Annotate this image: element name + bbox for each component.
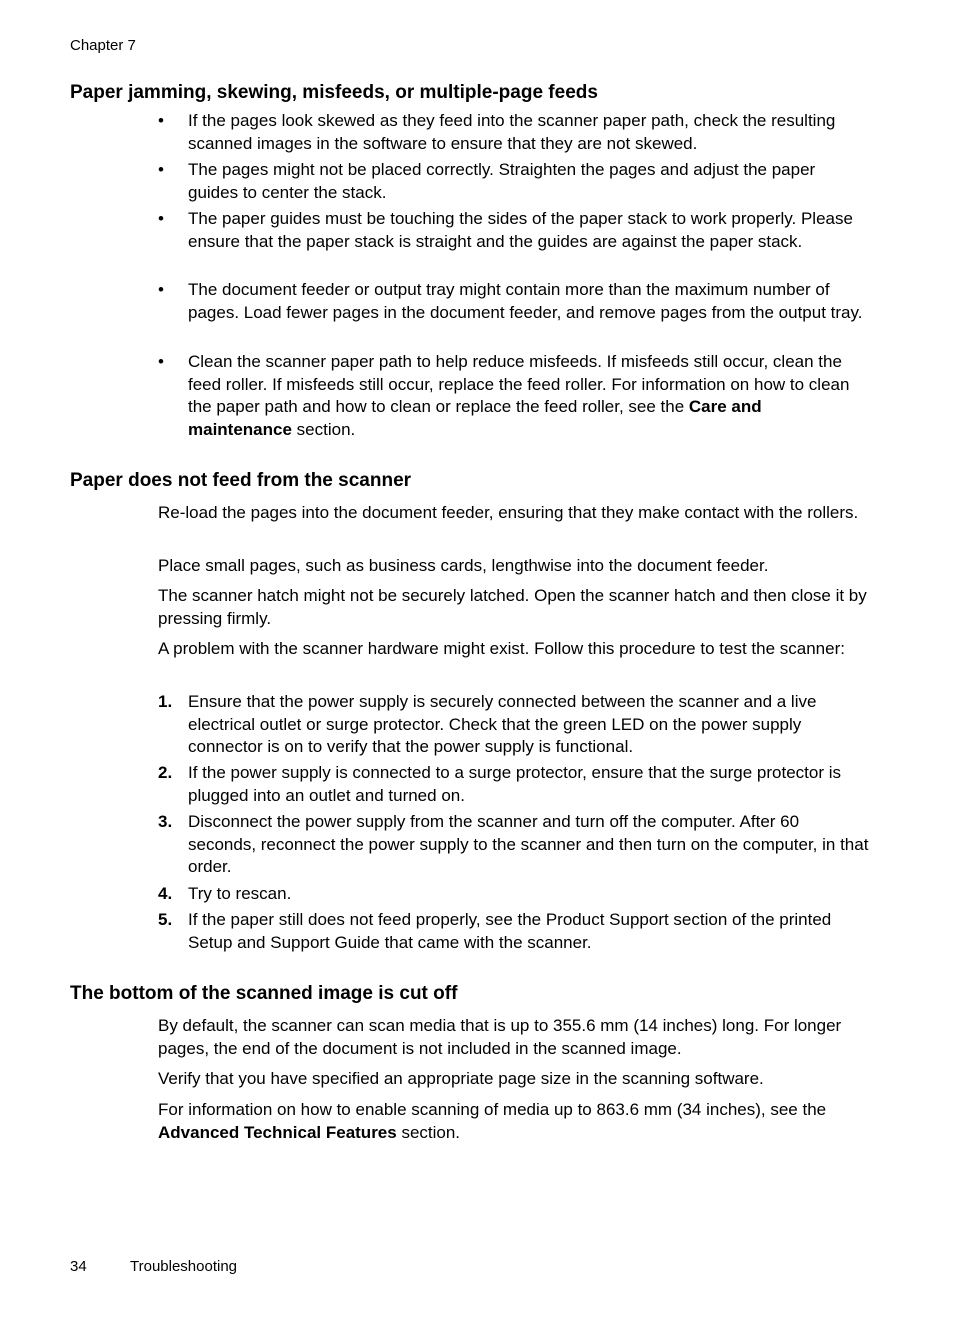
paragraph [158,1099,870,1144]
bullet-marker: • [158,352,164,371]
list-item [158,351,870,441]
paragraph: A problem with the scanner hardware might exist. Follow this procedure to test the scanner: [158,639,845,658]
section-heading-image-cut-off: The bottom of the scanned image is cut off [70,983,458,1004]
step-number: 3. [158,812,173,831]
step-text: Disconnect the power supply from the scanner and turn off the computer. After 60 seconds, reconnect the power supply to the scanner and then turn on the computer, in that order. [188,812,869,877]
bullet-text-start: Clean the scanner paper path to help reduce misfeeds. If misfeeds still occur, clean the feed roller. If misfeeds still occur, replace the feed roller. For information on how to clean the paper path and how to clean or replace the feed roller, see the [188,352,850,417]
footer-title: Troubleshooting [130,1258,238,1275]
list-item [158,691,870,759]
bullet-marker: • [158,280,164,299]
bullet-text-end: section. [291,419,356,439]
bullet-text: The document feeder or output tray might contain more than the maximum number of pages. Load fewer pages in the document feeder, and remove pages from the output tray. [188,280,863,322]
list-item [158,279,870,324]
care-and-maintenance-reference: Care and maintenance [188,397,762,439]
list-item [158,159,870,204]
step-number: 4. [158,884,173,903]
list-item [158,811,870,879]
advanced-technical-features-reference: Advanced Technical Features [158,1122,397,1142]
bullet-marker: • [158,209,164,228]
list-item [158,883,870,906]
bullet-marker: • [158,160,164,179]
paragraph: Place small pages, such as business cards, lengthwise into the document feeder. [158,556,769,575]
step-number: 1. [158,692,173,711]
bullet-text: The pages might not be placed correctly. Straighten the pages and adjust the paper guides to center the stack. [188,160,816,202]
paragraph: Re-load the pages into the document feeder, ensuring that they make contact with the rollers. [158,503,859,522]
section-heading-paper-jamming: Paper jamming, skewing, misfeeds, or multiple-page feeds [70,82,598,103]
paragraph: The scanner hatch might not be securely latched. Open the scanner hatch and then close it by pressing firmly. [158,586,867,628]
list-item [158,208,870,253]
bullet-text: If the pages look skewed as they feed into the scanner paper path, check the resulting scanned images in the software to ensure that they are not skewed. [188,111,836,153]
step-text: Ensure that the power supply is securely connected between the scanner and a live electrical outlet or surge protector. Check that the green LED on the power supply connector is on to verify that the power supply is functional. [188,692,817,757]
bullet-text: The paper guides must be touching the sides of the paper stack to work properly. Please ensure that the paper stack is straight and the guides are against the paper stack. [188,209,853,251]
running-head-chapter: Chapter 7 [70,37,136,54]
paragraph: By default, the scanner can scan media that is up to 355.6 mm (14 inches) long. For longer pages, the end of the document is not included in the scanned image. [158,1016,842,1058]
paragraph-text-end: section. [396,1122,461,1142]
bullet-marker: • [158,111,164,130]
list-item [158,110,870,155]
step-number: 5. [158,910,173,929]
section-heading-paper-not-feeding: Paper does not feed from the scanner [70,470,412,491]
step-text: Try to rescan. [188,884,292,903]
paragraph-text-start: For information on how to enable scanning of media up to 863.6 mm (34 inches), see the [158,1100,827,1119]
bullet-text [188,351,870,441]
page-number: 34 [70,1258,87,1275]
paragraph: Verify that you have specified an appropriate page size in the scanning software. [158,1069,764,1088]
step-text: If the power supply is connected to a surge protector, ensure that the surge protector is plugged into an outlet and turned on. [188,763,841,805]
step-text: If the paper still does not feed properly, see the Product Support section of the printed Setup and Support Guide that came with the scanner. [188,910,832,952]
step-number: 2. [158,763,173,782]
list-item [158,762,870,807]
list-item [158,909,870,954]
